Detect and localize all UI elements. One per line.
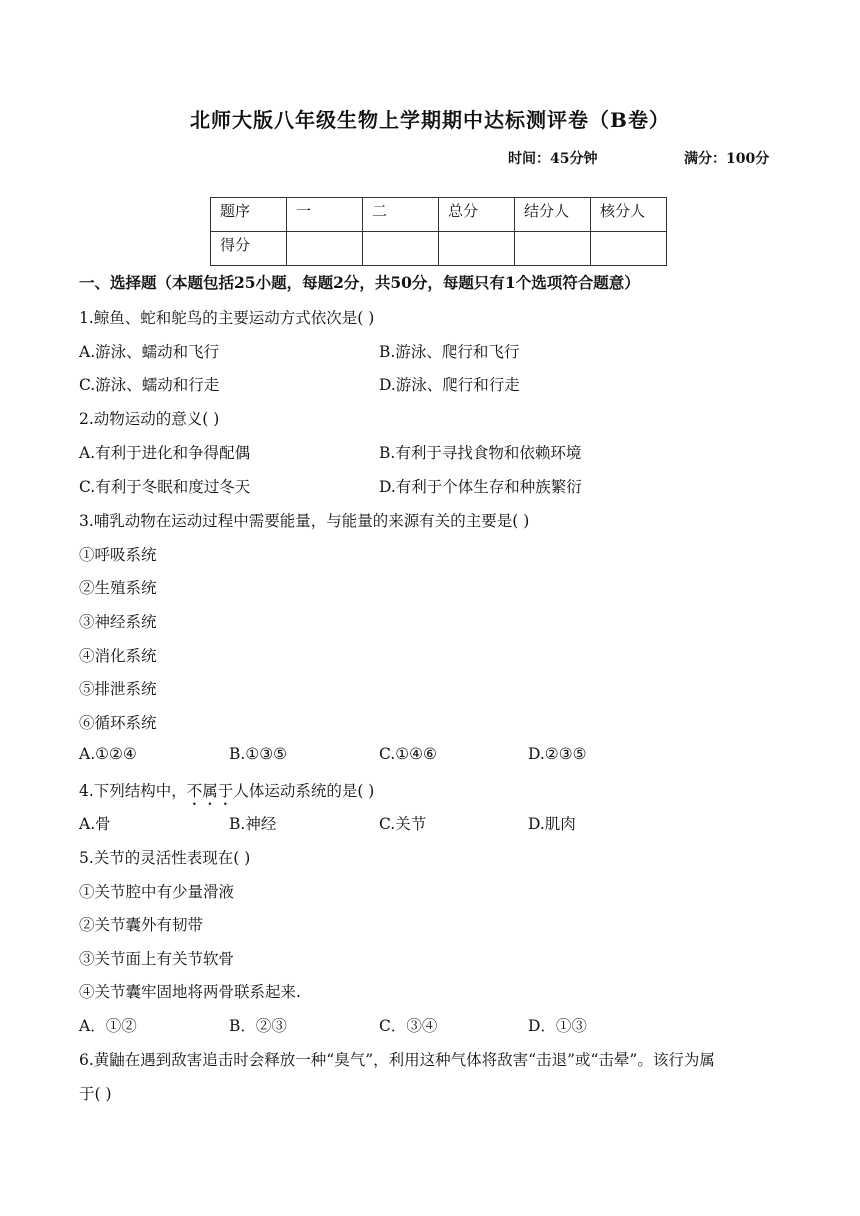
score-table-cell: 题序 (211, 198, 287, 232)
question-5-option-a: A．①② (79, 1017, 137, 1035)
question-2-option-a: A.有利于进化和争得配偶 (79, 444, 251, 462)
exam-full-score: 满分：100分 (684, 151, 770, 167)
question-5-item: ②关节囊外有韧带 (79, 916, 204, 934)
question-4-stem-start: 4.下列结构中， (79, 782, 187, 800)
score-input-cell[interactable] (287, 232, 363, 266)
score-table-cell: 得分 (211, 232, 287, 266)
exam-title: 北师大版八年级生物上学期期中达标测评卷（B卷） (190, 108, 670, 132)
question-4-emphasis: 不属于 (186, 782, 234, 800)
question-4-stem-end: 人体运动系统的是( ) (233, 782, 375, 800)
question-3-option-d: D.②③⑤ (528, 745, 587, 763)
question-4-option-c: C.关节 (379, 815, 427, 833)
question-3-option-c: C.①④⑥ (379, 745, 437, 763)
score-table-header-row (211, 198, 667, 232)
question-6-stem: 6.黄鼬在遇到敌害追击时会释放一种“臭气”，利用这种气体将敌害“击退”或“击晕”。该行为属 (79, 1051, 715, 1069)
question-3-item: ⑥循环系统 (79, 714, 157, 732)
question-2-option-d: D.有利于个体生存和种族繁衍 (379, 478, 582, 496)
score-input-cell[interactable] (363, 232, 439, 266)
score-table (210, 197, 667, 266)
question-4-option-a: A.骨 (79, 815, 111, 833)
question-2-option-b: B.有利于寻找食物和依赖环境 (379, 444, 582, 462)
question-5-item: ④关节囊牢固地将两骨联系起来. (79, 983, 301, 1001)
score-input-cell[interactable] (515, 232, 591, 266)
question-1-option-c: C.游泳、蠕动和行走 (79, 376, 220, 394)
question-6-stem-continued: 于( ) (79, 1085, 112, 1103)
question-3-stem: 3.哺乳动物在运动过程中需要能量，与能量的来源有关的主要是( ) (79, 512, 530, 530)
score-table-cell: 核分人 (591, 198, 667, 232)
section-heading: 一、选择题（本题包括25小题，每题2分，共50分，每题只有1个选项符合题意） (79, 273, 640, 292)
question-3-option-a: A.①②④ (79, 745, 137, 763)
question-1-stem: 1.鲸鱼、蛇和鸵鸟的主要运动方式依次是( ) (79, 309, 375, 327)
question-1-option-d: D.游泳、爬行和行走 (379, 376, 520, 394)
question-2-stem: 2.动物运动的意义( ) (79, 410, 220, 428)
question-3-item: ⑤排泄系统 (79, 680, 157, 698)
question-1-option-a: A.游泳、蠕动和飞行 (79, 343, 220, 361)
question-4-option-b: B.神经 (229, 815, 277, 833)
question-5-item: ①关节腔中有少量滑液 (79, 883, 235, 901)
score-table-cell: 二 (363, 198, 439, 232)
score-table-cell: 一 (287, 198, 363, 232)
question-1-option-b: B.游泳、爬行和飞行 (379, 343, 520, 361)
score-table-cell: 总分 (439, 198, 515, 232)
question-5-stem: 5.关节的灵活性表现在( ) (79, 849, 251, 867)
question-5-option-b: B．②③ (229, 1017, 287, 1035)
question-3-item: ①呼吸系统 (79, 546, 157, 564)
question-5-option-d: D．①③ (528, 1017, 587, 1035)
question-3-item: ④消化系统 (79, 647, 157, 665)
question-3-item: ②生殖系统 (79, 579, 157, 597)
score-input-cell[interactable] (591, 232, 667, 266)
question-2-option-c: C.有利于冬眠和度过冬天 (79, 478, 251, 496)
question-3-option-b: B.①③⑤ (229, 745, 288, 763)
question-4-stem (79, 779, 374, 809)
score-table-score-row (211, 232, 667, 266)
question-4-option-d: D.肌肉 (528, 815, 576, 833)
question-3-item: ③神经系统 (79, 613, 157, 631)
question-5-option-c: C．③④ (379, 1017, 438, 1035)
score-table-cell: 结分人 (515, 198, 591, 232)
question-5-item: ③关节面上有关节软骨 (79, 950, 235, 968)
score-input-cell[interactable] (439, 232, 515, 266)
exam-time: 时间：45分钟 (508, 151, 598, 167)
